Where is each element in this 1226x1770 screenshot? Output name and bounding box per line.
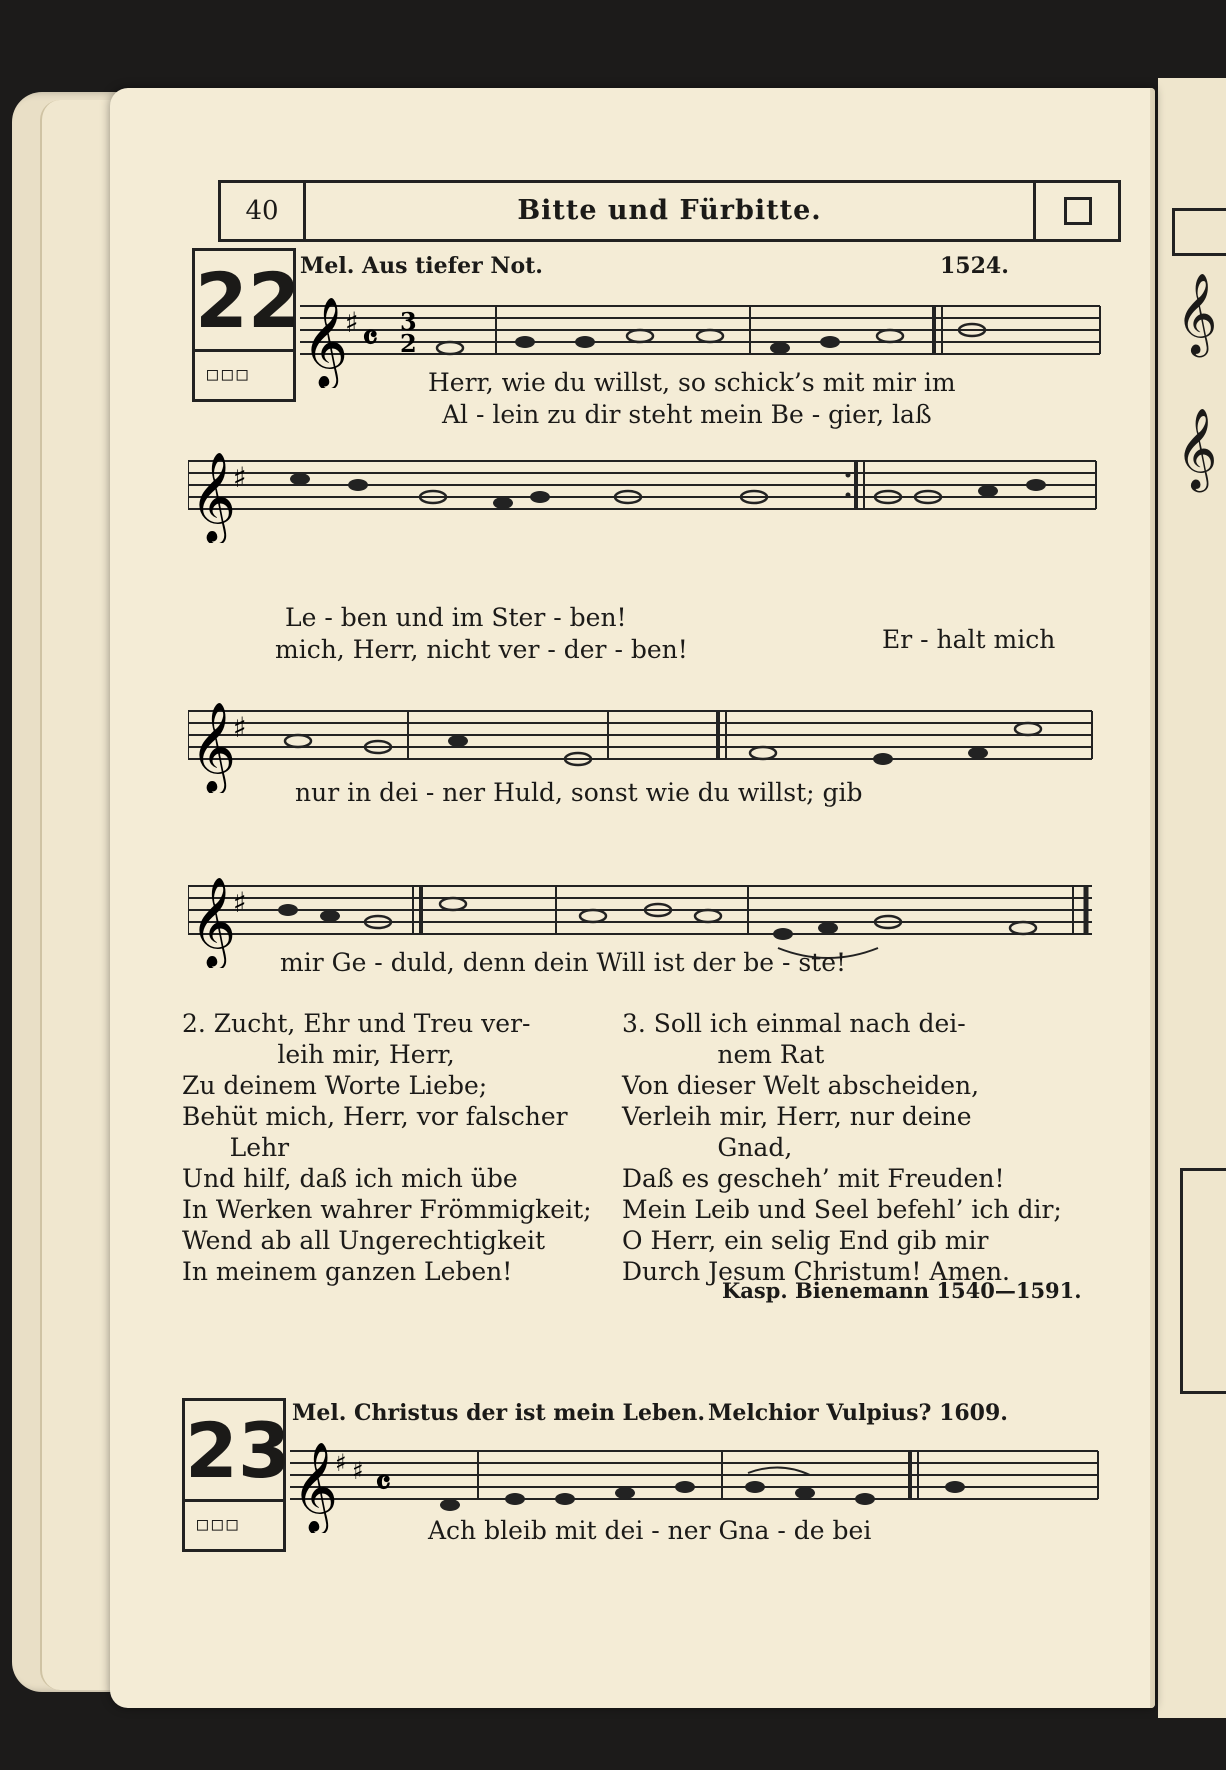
hymn-number: 22 [195, 251, 293, 352]
lyric-line: Er - halt mich [882, 625, 1056, 654]
hymn-marker: □□□ [197, 1514, 242, 1535]
treble-clef-icon: 𝄞 [292, 1442, 339, 1532]
hymn-number: 23 [185, 1401, 283, 1502]
lyric-line: Herr, wie du willst, so schick’s mit mir im [428, 368, 956, 397]
svg-text:2: 2 [400, 329, 417, 358]
treble-clef-icon: 𝄞 [190, 702, 237, 792]
hymn-marker: □□□ [207, 364, 252, 385]
hymn-number-box [182, 1398, 291, 1552]
treble-clef-icon: 𝄞 [302, 297, 349, 387]
header-square [1033, 183, 1118, 239]
verse-2: 2. Zucht, Ehr und Treu ver- leih mir, Herr, Zu deinem Worte Liebe; Behüt mich, Herr, vor falscher Lehr Und hilf, daß ich mich übe In Werken wahrer Frömmigkeit; Wend ab all Ungerechtigkeit In meinem ganzen Leben! [182, 1009, 592, 1286]
svg-text:𝄴: 𝄴 [362, 317, 379, 359]
svg-text:♯: ♯ [233, 886, 247, 919]
melody-line: Mel. Christus der ist mein Leben. [292, 1400, 706, 1426]
treble-clef-icon: 𝄞 [1176, 407, 1218, 489]
page-title: Bitte und Fürbitte. [517, 195, 822, 226]
svg-text:♯: ♯ [233, 711, 247, 744]
square-icon [1064, 197, 1092, 225]
treble-clef-icon: 𝄞 [1176, 272, 1218, 354]
facing-page-edge [1158, 78, 1226, 1718]
treble-clef-icon: 𝄞 [190, 452, 237, 542]
hymn-author: Kasp. Bienemann 1540—1591. [722, 1278, 1082, 1303]
svg-text:♯: ♯ [352, 1457, 364, 1485]
book-page [110, 88, 1155, 1708]
hymn-number-box [192, 248, 301, 402]
svg-text:♯: ♯ [345, 306, 359, 339]
lyric-line: mir Ge - duld, denn dein Will ist der be - ste! [280, 948, 847, 977]
hymn-year: 1524. [940, 253, 1009, 279]
svg-text:3: 3 [400, 307, 417, 336]
verse-3: 3. Soll ich einmal nach dei- nem Rat Von dieser Welt abscheiden, Verleih mir, Herr, nur deine Gnad, Daß es gescheh’ mit Freuden! Mein Leib und Seel befehl’ ich dir; O Herr, ein selig End gib mir Durch Jesum Christum! Amen. [622, 1009, 1062, 1286]
composer-line: Melchior Vulpius? 1609. [708, 1400, 1008, 1426]
lyric-line: mich, Herr, nicht ver - der - ben! [275, 635, 688, 664]
lyric-line: Ach bleib mit dei - ner Gna - de bei [428, 1516, 872, 1545]
facing-page-hymn-box [1180, 1168, 1226, 1394]
svg-text:♯: ♯ [233, 461, 247, 494]
melody-line: Mel. Aus tiefer Not. [300, 253, 543, 279]
facing-page-header-box [1172, 208, 1226, 256]
lyric-line: nur in dei - ner Huld, sonst wie du willst; gib [295, 778, 863, 807]
page-number: 40 [221, 183, 306, 239]
treble-clef-icon: 𝄞 [190, 877, 237, 967]
page-header [218, 180, 1121, 242]
music-staff-2 [188, 443, 1113, 543]
svg-text:𝄴: 𝄴 [375, 1462, 392, 1504]
svg-text:♯: ♯ [335, 1449, 347, 1477]
lyric-line: Al - lein zu dir steht mein Be - gier, laß [442, 400, 932, 429]
page-gutter [1150, 88, 1155, 1708]
lyric-line: Le - ben und im Ster - ben! [285, 603, 627, 632]
